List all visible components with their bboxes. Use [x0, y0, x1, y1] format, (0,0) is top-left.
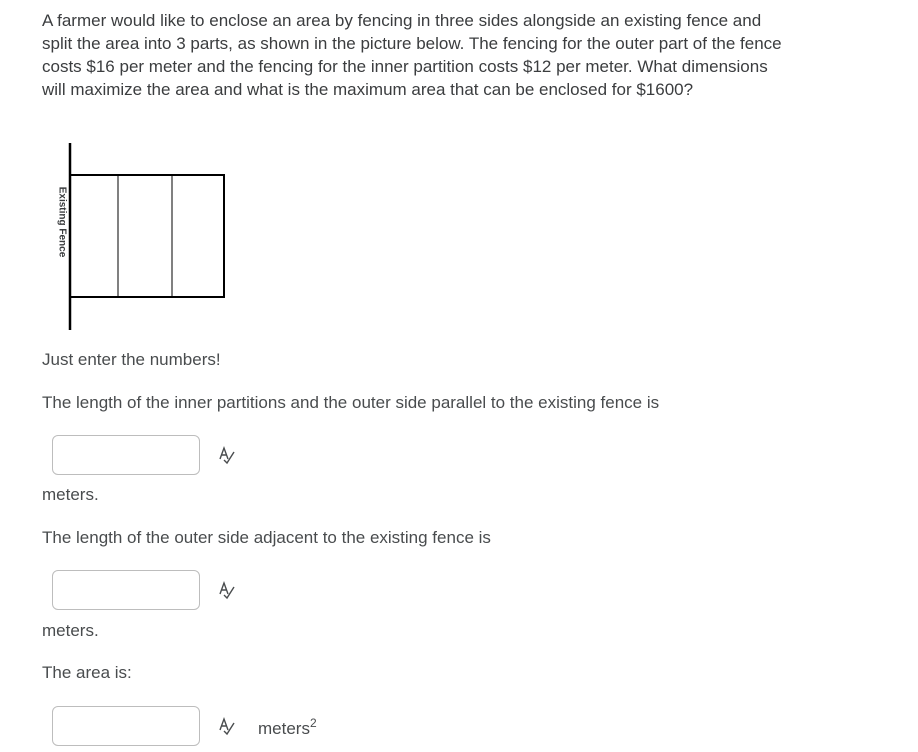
adjacent-side-input[interactable]: [52, 570, 200, 610]
adjacent-side-unit: meters.: [42, 621, 99, 640]
question-text: A farmer would like to enclose an area by fencing in three sides alongside an existing fence and split the area into 3 parts, as shown in the picture below. The fencing for the outer part of the fence costs $16 per meter and the fencing for the inner partition costs $12 per meter. What dimensions will maximize the area and what is the maximum area that can be enclosed for $1600?: [42, 11, 782, 99]
spellcheck-icon[interactable]: [216, 445, 236, 465]
fence-diagram: [50, 140, 250, 335]
partition-length-input[interactable]: [52, 435, 200, 475]
adjacent-side-prompt: The length of the outer side adjacent to the existing fence is: [42, 528, 491, 547]
instructions-text: Just enter the numbers!: [42, 350, 221, 369]
enclosure-outline: [70, 175, 224, 297]
partition-length-unit: meters.: [42, 485, 99, 504]
spellcheck-icon[interactable]: [216, 580, 236, 600]
area-unit-text: meters: [258, 719, 310, 738]
area-prompt: The area is:: [42, 663, 132, 682]
partition-length-prompt: The length of the inner partitions and the outer side parallel to the existing fence is: [42, 393, 660, 412]
area-unit: [258, 712, 317, 740]
area-unit-superscript: 2: [309, 716, 317, 730]
fence-diagram-svg: [50, 140, 250, 335]
area-input[interactable]: [52, 706, 200, 746]
existing-fence-label: Existing Fence: [56, 186, 68, 258]
spellcheck-icon[interactable]: [216, 716, 236, 736]
